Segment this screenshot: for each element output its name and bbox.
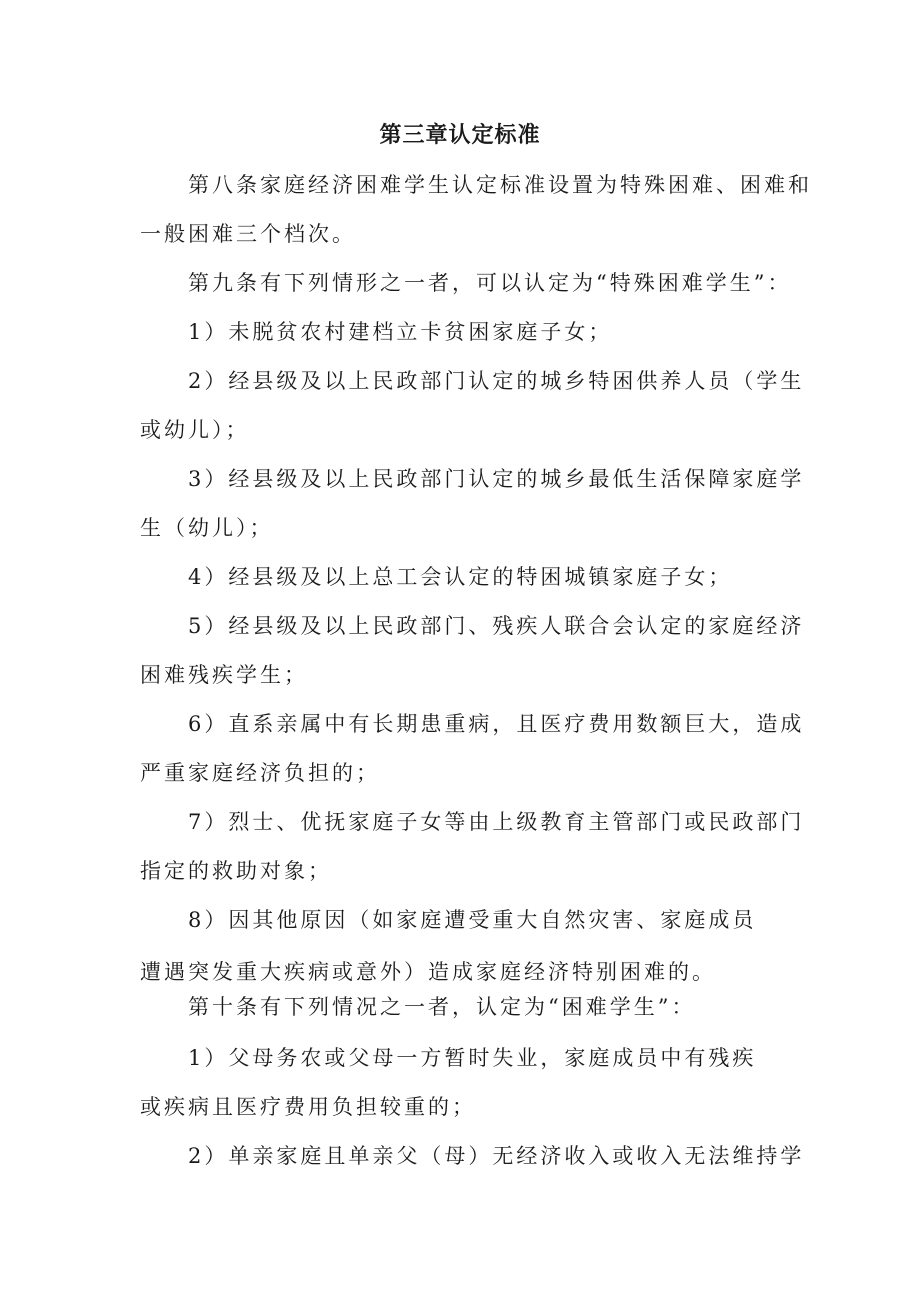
paragraph-line: 6）直系亲属中有长期患重病，且医疗费用数额巨大，造成 — [188, 712, 805, 736]
paragraph-line: 第十条有下列情况之一者，认定为“困难学生”： — [188, 995, 696, 1019]
paragraph-line: 困难残疾学生； — [140, 663, 308, 687]
paragraph-line: 8）因其他原因（如家庭遭受重大自然灾害、家庭成员 — [188, 908, 757, 932]
chapter-title: 第三章认定标准 — [379, 123, 541, 148]
paragraph-line: 遭遇突发重大疾病或意外）造成家庭经济特别困难的。 — [140, 960, 716, 984]
paragraph-line: 严重家庭经济负担的； — [140, 761, 380, 785]
paragraph-line: 第九条有下列情形之一者，可以认定为“特殊困难学生”： — [188, 271, 792, 295]
paragraph-line: 第八条家庭经济困难学生认定标准设置为特殊困难、困难和 — [188, 173, 812, 197]
paragraph-line: 5）经县级及以上民政部门、残疾人联合会认定的家庭经济 — [188, 614, 805, 638]
paragraph-line: 7）烈士、优抚家庭子女等由上级教育主管部门或民政部门 — [188, 810, 805, 834]
paragraph-line: 3）经县级及以上民政部门认定的城乡最低生活保障家庭学 — [188, 467, 805, 491]
paragraph-line: 2）单亲家庭且单亲父（母）无经济收入或收入无法维持学 — [188, 1144, 805, 1168]
paragraph-line: 生（幼儿）； — [140, 516, 274, 540]
paragraph-line: 一般困难三个档次。 — [140, 222, 356, 246]
paragraph-line: 1）父母务农或父母一方暂时失业，家庭成员中有残疾 — [188, 1046, 757, 1070]
paragraph-line: 1）未脱贫农村建档立卡贫困家庭子女； — [188, 320, 613, 344]
paragraph-line: 或幼儿）； — [140, 418, 250, 442]
paragraph-line: 或疾病且医疗费用负担较重的； — [140, 1095, 476, 1119]
paragraph-line: 4）经县级及以上总工会认定的特困城镇家庭子女； — [188, 565, 733, 589]
paragraph-line: 指定的救助对象； — [140, 859, 332, 883]
paragraph-line: 2）经县级及以上民政部门认定的城乡特困供养人员（学生 — [188, 369, 805, 393]
